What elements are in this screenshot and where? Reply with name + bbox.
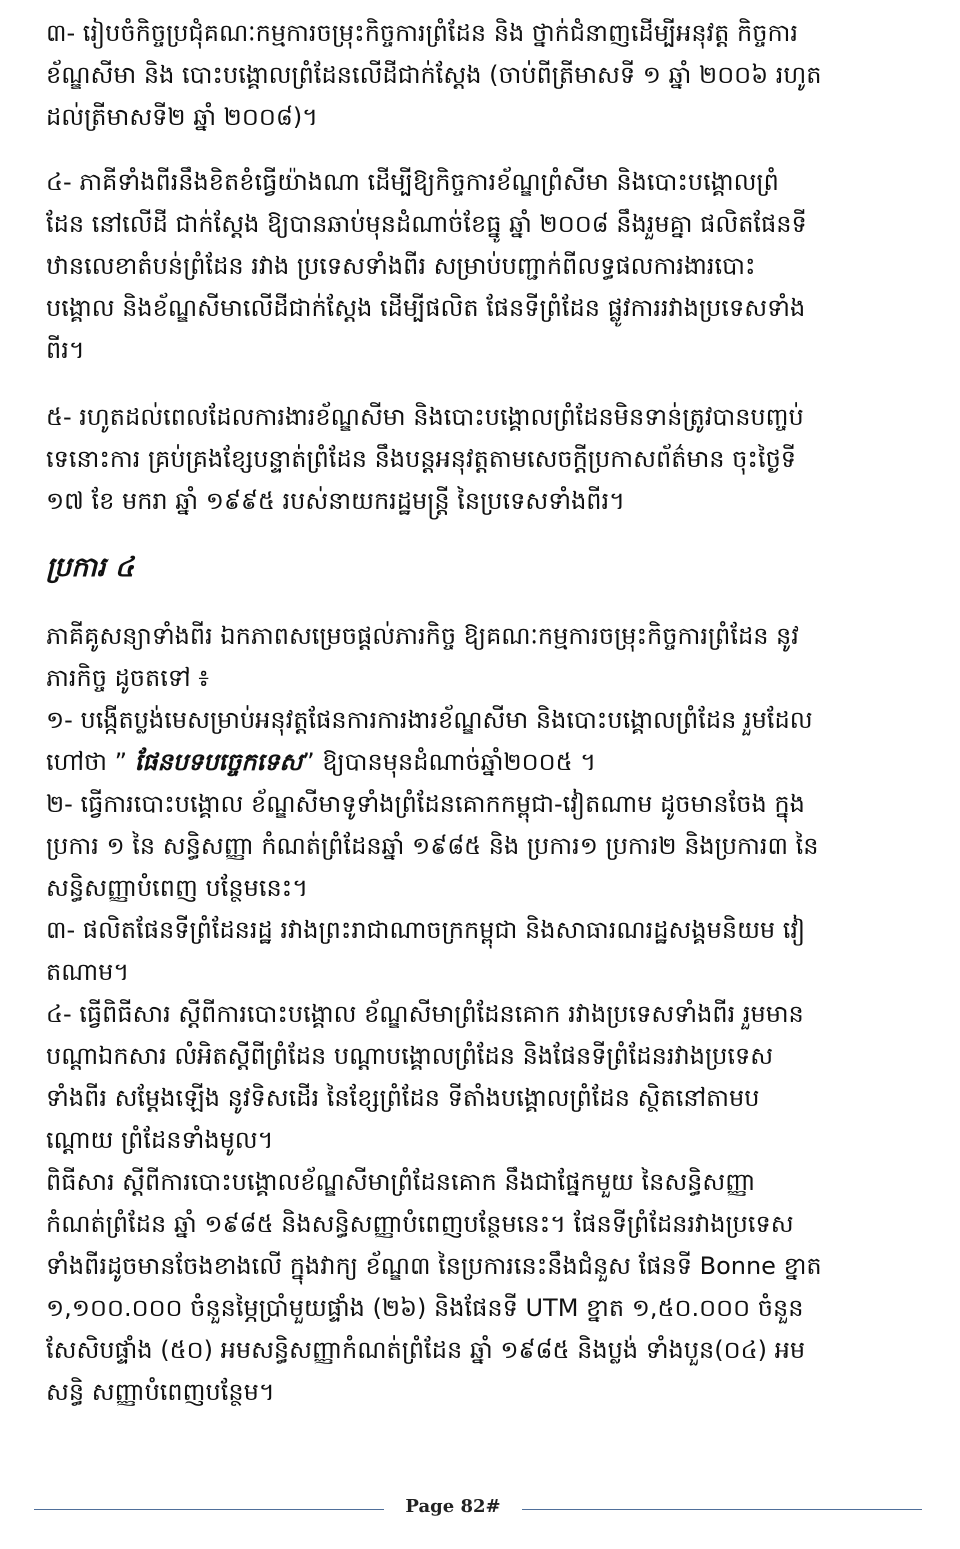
closing-line: សែសិបផ្ទាំង (៥០) អមសន្ធិសញ្ញាកំណត់ព្រំដែន ឆ្នាំ ១៩៨៥ និងប្លង់ ទាំងបួន(០៤) អម (46, 1336, 806, 1364)
text-line: ៣- រៀបចំកិច្ចប្រជុំគណៈកម្មការចម្រុះកិច្ចការព្រំដែន និង ថ្នាក់ជំនាញដើម្បីអនុវត្ត កិច្ចការ (46, 19, 798, 47)
item-2-line: ២- ធ្វើការបោះបង្គោល ខ័ណ្ឌសីមាទូទាំងព្រំដែនគោកកម្ពុជា-វៀតណាម ដូចមានចែង ក្នុង (46, 790, 805, 818)
item-1-line (46, 741, 914, 783)
item-2-line: ប្រការ ១ នៃ សន្ធិសញ្ញា កំណត់ព្រំដែនឆ្នាំ ១៩៨៥ និង ប្រការ១ ប្រការ២ និងប្រការ៣ នៃ (46, 832, 819, 860)
intro-line: ភាគីគូសន្យាទាំងពីរ ឯកភាពសម្រេចផ្តល់ភារកិច្ច ឱ្យគណៈកម្មការចម្រុះកិច្ចការព្រំដែន នូវ (46, 622, 799, 650)
article-heading: ប្រការ ៤ (46, 552, 134, 583)
document-page (46, 0, 914, 1549)
text-line: ៤- ភាគីទាំងពីរនឹងខិតខំធ្វើយ៉ាងណា ដើម្បីឱ្យកិច្ចការខ័ណ្ឌព្រំសីមា និងបោះបង្គោលព្រំ (46, 168, 779, 196)
text-line: ១៧ ខែ មករា ឆ្នាំ ១៩៩៥ របស់នាយករដ្ឋមន្ត្រី នៃប្រទេសទាំងពីរ។ (46, 487, 625, 515)
text-line: ឋានលេខាតំបន់ព្រំដែន រវាង ប្រទេសទាំងពីរ សម្រាប់បញ្ជាក់ពីលទ្ធផលការងារបោះ (46, 252, 756, 280)
item-3-line: តណាម។ (46, 958, 130, 986)
article-body (46, 615, 914, 1413)
item-3-line: ៣- ផលិតផែនទីព្រំដែនរដ្ឋ រវាងព្រះរាជាណាចក្រកម្ពុជា និងសាធារណរដ្ឋសង្គមនិយម វៀ (46, 916, 806, 944)
text-line: ៥- រហូតដល់ពេលដែលការងារខ័ណ្ឌសីមា និងបោះបង្គោលព្រំដែនមិនទាន់ត្រូវបានបញ្ចប់ (46, 403, 804, 431)
item-4-line: ណ្តោយ ព្រំដែនទាំងមូល។ (46, 1126, 274, 1154)
text-line: បង្គោល និងខ័ណ្ឌសីមាលើដីជាក់ស្តែង ដើម្បីផលិត ផែនទីព្រំដែន ផ្លូវការរវាងប្រទេសទាំង (46, 294, 806, 322)
paragraph-item-5 (46, 396, 914, 522)
footer-divider-left (34, 1509, 384, 1510)
item-1-line: ១- បង្កើតប្លង់មេសម្រាប់អនុវត្តផែនការការងារខ័ណ្ឌសីមា និងបោះបង្គោលព្រំដែន រួមដែល (46, 706, 813, 734)
text-line: ដែន នៅលើដី ជាក់ស្តែង ឱ្យបានឆាប់មុនដំណាច់ខែធ្នូ ឆ្នាំ ២០០៨ នឹងរួមគ្នា ផលិតផែនទី (46, 210, 807, 238)
text-line: ខ័ណ្ឌសីមា និង បោះបង្គោលព្រំដែនលើដីជាក់ស្តែង (ចាប់ពីត្រីមាសទី ១ ឆ្នាំ ២០០៦ រហូត (46, 61, 822, 89)
item-2-line: សន្ធិសញ្ញាបំពេញ បន្ថែមនេះ។ (46, 874, 309, 902)
item-4-line: ទាំងពីរ សម្តែងឡើង នូវទិសដើរ នៃខ្សែព្រំដែន ទីតាំងបង្គោលព្រំដែន ស្ថិតនៅតាមប (46, 1084, 760, 1112)
intro-line: ភារកិច្ច ដូចតទៅ ៖ (46, 664, 209, 692)
closing-line: សន្ធិ សញ្ញាបំពេញបន្ថែម។ (46, 1378, 275, 1406)
item-1-tail: ” ឱ្យបានមុនដំណាច់ឆ្នាំ២០០៥ ។ (302, 748, 597, 776)
page-number: Page 82# (405, 1496, 501, 1517)
footer-divider-right (522, 1509, 922, 1510)
text-line: ពីរ។ (46, 336, 85, 364)
closing-line: ទាំងពីរដូចមានចែងខាងលើ ក្នុងវាក្យ ខ័ណ្ឌ៣ នៃប្រការនេះនឹងជំនួស ផែនទី Bonne ខ្នាត (46, 1252, 822, 1280)
page-footer (0, 1492, 960, 1532)
item-4-line: ៤- ធ្វើពិធីសារ ស្តីពីការបោះបង្គោល ខ័ណ្ឌសីមាព្រំដែនគោក រវាងប្រទេសទាំងពីរ រួមមាន (46, 1000, 804, 1028)
quote-open: ហៅថា ” (46, 748, 135, 776)
closing-line: កំណត់ព្រំដែន ឆ្នាំ ១៩៨៥ និងសន្ធិសញ្ញាបំពេញបន្ថែមនេះ។ ផែនទីព្រំដែនរវាងប្រទេស (46, 1210, 794, 1238)
paragraph-item-4 (46, 161, 914, 371)
closing-line: ១,១០០.០០០ ចំនួនម្ភៃប្រាំមួយផ្ទាំង (២៦) និងផែនទី UTM ខ្នាត ១,៥០.០០០ ចំនួន (46, 1294, 804, 1322)
technical-plan-term: ផែនបទបច្ចេកទេស (134, 748, 303, 776)
text-line: ទេនោះការ គ្រប់គ្រងខ្សែបន្ទាត់ព្រំដែន នឹងបន្តអនុវត្តតាមសេចក្តីប្រកាសព័ត៌មាន ចុះថ្ងៃទី (46, 445, 797, 473)
closing-line: ពិធីសារ ស្តីពីការបោះបង្គោលខ័ណ្ឌសីមាព្រំដែនគោក នឹងជាផ្នែកមួយ នៃសន្ធិសញ្ញា (46, 1168, 756, 1196)
item-4-line: បណ្តាឯកសារ លំអិតស្តីពីព្រំដែន បណ្តាបង្គោលព្រំដែន និងផែនទីព្រំដែនរវាងប្រទេស (46, 1042, 774, 1070)
paragraph-item-3 (46, 12, 914, 138)
text-line: ដល់ត្រីមាសទី២ ឆ្នាំ ២០០៨)។ (46, 103, 319, 131)
